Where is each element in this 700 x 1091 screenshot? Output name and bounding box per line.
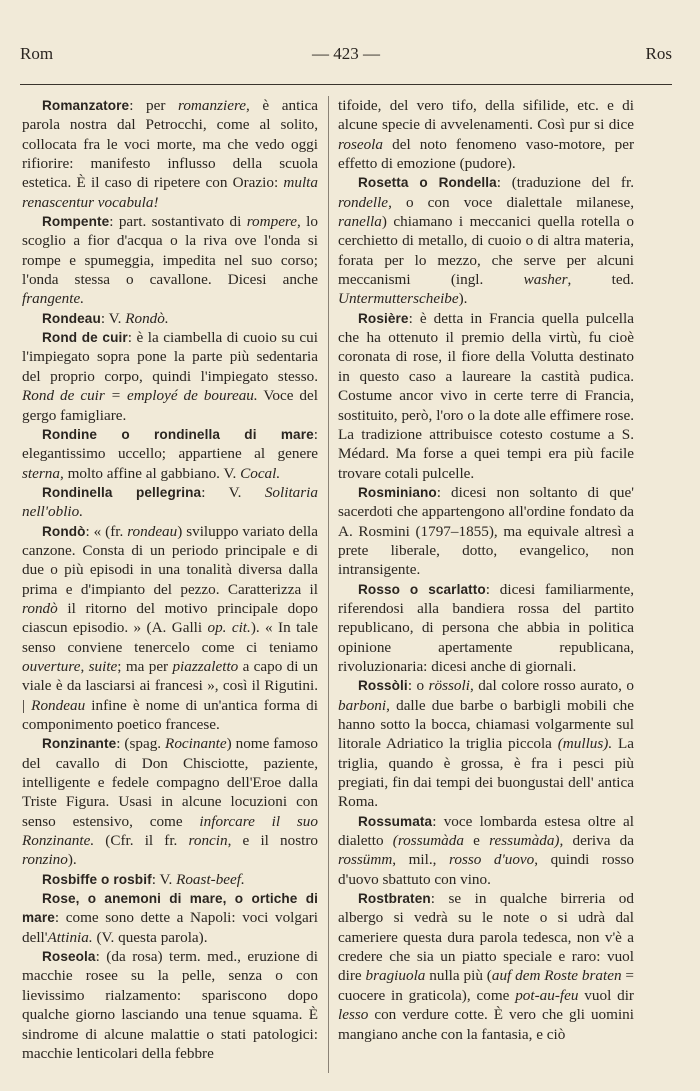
entry-text: e <box>463 832 490 850</box>
dictionary-entry <box>22 889 318 947</box>
entry-text: infine è nome di un'antica forma di componimento poetico francese. <box>22 696 318 733</box>
italic-text: rondelle <box>338 193 389 211</box>
dictionary-entry <box>22 734 318 869</box>
header-right-guide-word: Ros <box>645 44 672 63</box>
italic-text: rondeau <box>127 522 178 540</box>
italic-text: Solitaria nell'oblio. <box>22 483 318 521</box>
italic-text: sterna <box>22 464 60 482</box>
entry-text: , mil., <box>392 851 449 869</box>
entry-text: del noto fenomeno vaso-motore, per effetto di emozione (pudore). <box>338 135 634 173</box>
entry-text: : se in qualche birreria od albergo si vedrà su le note o si udrà dal cameriere questa dura parola tedesca, non v'è a credere che sia un piatto speciale e raro: vuol dire <box>338 890 634 985</box>
entry-text: : dicesi familiarmente, riferendosi alla bandiera rossa del partito republicano, di persona che abbia in politica opinione apertamente republicana, rivoluzionaria: dicesi anche di giornali. <box>338 580 634 675</box>
entry-headword: Rondeau <box>42 310 101 326</box>
dictionary-entry <box>338 676 634 811</box>
entry-text: ) sviluppo variato della canzone. Consta di un periodo principale e di due o più episodi in una tonalità diversa dalla prima e d'impianto del pezzo. Caratterizza il <box>22 522 318 598</box>
entry-text: Voce del gergo famigliare. <box>22 387 318 424</box>
entry-text: ). <box>458 290 468 308</box>
entry-text: ). « In tale senso conviene tenercelo come ci teniamo <box>22 619 318 656</box>
entry-headword: Roseola <box>42 949 96 965</box>
entry-text: : V. <box>151 870 177 888</box>
dictionary-entry <box>338 483 634 580</box>
italic-text: bragiuola <box>365 967 426 985</box>
entry-headword: Romanzatore <box>42 98 130 113</box>
italic-text: roseola <box>338 135 383 153</box>
entry-text: : come sono dette a Napoli: voci volgari dell' <box>22 909 318 946</box>
column-divider <box>328 96 329 1073</box>
entry-headword: Rondò <box>42 523 86 539</box>
italic-text: frangente. <box>22 290 85 308</box>
header-left-guide-word: Rom <box>20 44 54 63</box>
entry-text: il ritorno del motivo principale dopo ciascun episodio. » (A. Galli <box>22 599 318 637</box>
italic-text: barboni <box>338 696 387 714</box>
dictionary-entry <box>22 309 318 328</box>
italic-text: Cocal. <box>240 464 281 482</box>
entry-continuation <box>338 96 634 173</box>
dictionary-entry <box>22 328 318 425</box>
italic-text: rompere <box>246 213 298 231</box>
dictionary-entry <box>22 212 318 309</box>
italic-text: romanziere <box>177 97 247 114</box>
page-header <box>20 44 672 68</box>
italic-text: ressumàda), <box>489 832 564 850</box>
italic-text: rondò <box>22 599 58 617</box>
dictionary-entry <box>338 309 634 483</box>
italic-text: (mullus). <box>557 735 613 753</box>
dictionary-entry <box>22 522 318 735</box>
entry-text: , ted. <box>567 271 634 289</box>
entry-text: (Cfr. il fr. <box>94 832 189 850</box>
entry-headword: Rosso o scarlatto <box>358 581 486 597</box>
italic-text: Rondò. <box>125 309 169 327</box>
entry-text: deriva da <box>563 832 634 850</box>
left-column <box>22 96 318 1063</box>
entry-text: : « (fr. <box>85 522 128 540</box>
entry-text: , <box>80 657 89 675</box>
dictionary-entry <box>22 947 318 1063</box>
entry-text: , e il nostro <box>227 832 318 850</box>
entry-headword: Rose, o anemoni di mare, o ortiche di mare <box>22 891 318 926</box>
entry-text: ). <box>67 851 77 869</box>
italic-text: auf dem Roste braten <box>491 967 622 985</box>
entry-text: , è antica parola nostra dal Petrocchi, come al solito, collocata fra le voci morte, ma che vedo oggi rifiorire: manifesto influsso della scuola estetica. È il caso di ripetere con Orazio: <box>22 97 318 192</box>
entry-text: ; ma per <box>117 657 173 675</box>
dictionary-entry <box>338 173 634 308</box>
entry-text: La triglia, quando è grossa, è fra i pesci più pregiati, fin dai tempi dei buongustai dell' antica Roma. <box>338 735 634 811</box>
italic-text: ronzino <box>22 851 68 869</box>
entry-headword: Rossumata <box>358 813 433 829</box>
entry-text: : è detta in Francia quella pulcella che ha ottenuto il premio della virtù, fu cioè coronata di rose, il fiore della Volutta destinato in questo caso a laureare la castità pudica. Costume ancor vivo in certe terre di Francia, sostituito, però, l'oro o la dote alle effimere rose. La tradizione attribuisce cotesto costume a S. Médard. Ma forse a quei tempi era più facile trovare cotali pulcelle. <box>338 309 634 482</box>
dictionary-entry <box>338 889 634 1044</box>
entry-text: : elegantissimo uccello; appartiene al genere <box>22 425 318 463</box>
italic-text: inforcare il suo Ronzinante. <box>22 812 318 850</box>
entry-headword: Rostbraten <box>358 891 431 907</box>
entry-text: vuol dir <box>578 986 634 1004</box>
entry-headword: Rondine o rondinella di mare <box>42 426 314 442</box>
italic-text: roncin <box>188 832 228 850</box>
italic-text: piazzaletto <box>172 657 239 675</box>
entry-headword: Rompente <box>42 214 110 230</box>
entry-text: , dal colore rosso aurato, o <box>469 677 634 695</box>
entry-text: : per <box>129 97 178 114</box>
entry-text: : o <box>407 677 429 695</box>
italic-text: Attinia. <box>47 928 93 946</box>
entry-text: , dalle due barbe o barbigli mobili che hanno sotto la bocca, chiamasi volgarmente sul litorale Adriatico la triglia piccola <box>338 696 634 753</box>
italic-text: washer <box>523 271 568 289</box>
dictionary-entry <box>22 870 318 889</box>
entry-text: a capo di un viale è da lasciarsi ai francesi », così il Rigutini. | <box>22 657 318 714</box>
italic-text: lesso <box>338 1006 369 1024</box>
italic-text: rosso d'uovo <box>449 851 535 869</box>
entry-text: : (spag. <box>116 735 166 753</box>
italic-text: op. cit. <box>207 619 251 637</box>
dictionary-entry <box>22 96 318 212</box>
entry-headword: Rosière <box>358 310 409 326</box>
entry-text: , o con voce dialettale milanese, <box>388 193 634 211</box>
page-number: — 423 — <box>312 44 380 63</box>
entry-headword: Rond de cuir <box>42 330 128 346</box>
entry-headword: Rosbiffe o rosbif <box>42 871 152 887</box>
italic-text: ouverture <box>22 657 81 675</box>
entry-text: : V. <box>201 483 265 501</box>
right-column <box>338 96 634 1044</box>
entry-headword: Rossòli <box>358 678 408 694</box>
entry-headword: Rondinella pellegrina <box>42 484 202 500</box>
entry-text: = cuocere in graticola), come <box>338 967 634 1004</box>
entry-text: : voce lombarda estesa oltre al dialetto <box>338 812 634 850</box>
entry-text: : è la ciambella di cuoio su cui l'impiegato sopra pone la parte più sedentaria del proprio corpo, quindi l'impiegato stesso. <box>22 329 318 385</box>
italic-text: suite <box>88 657 118 675</box>
entry-headword: Rosetta o Rondella <box>358 175 497 191</box>
italic-text: multa renascentur vocabula! <box>22 174 318 211</box>
entry-text: ) chiamano i meccanici quella rotella o cerchietto di metallo, di cuoio o di altra materia, forata per lo mezzo, che serve per alcuni meccanismi (ingl. <box>338 213 634 289</box>
italic-text: rossümm <box>338 851 393 869</box>
italic-text: Untermutterscheibe <box>338 290 459 308</box>
header-rule <box>20 84 672 85</box>
italic-text: Rond de cuir = employé de boureau. <box>22 387 258 405</box>
dictionary-entry <box>338 580 634 677</box>
italic-text: Rocinante <box>165 735 227 753</box>
italic-text: pot-au-feu <box>515 986 579 1004</box>
entry-text: : (da rosa) term. med., eruzione di macchie rosee su la pelle, senza o con lievissimo rialzamento: spariscono dopo qualche giorno lasciando una tenue squama. È sindrome di alcune malattie o stati patologici: macchie lenticolari della febbre <box>22 948 318 1062</box>
entry-text: : dicesi non soltanto di que' sacerdoti che appartengono all'ordine fondato da A. Rosmini (1797–1855), ma equivale altresì a prete liberale, dotto, evangelico, non intransigente. <box>338 483 634 579</box>
italic-text: Roast-beef. <box>176 870 245 888</box>
dictionary-entry <box>22 425 318 483</box>
italic-text: Rondeau <box>31 696 86 714</box>
entry-text: : V. <box>100 309 126 327</box>
entry-text: , quindi rosso d'uovo sbattuto con vino. <box>338 851 634 888</box>
entry-headword: Rosminiano <box>358 484 437 500</box>
entry-text: (V. questa parola). <box>92 928 208 946</box>
entry-text: : part. sostantivato di <box>109 213 247 231</box>
entry-text: : (traduzione del fr. <box>496 174 634 192</box>
entry-text: nulla più ( <box>425 967 492 985</box>
entry-text: con verdure cotte. È vero che gli uomini mangiano anche con la fantasia, e ciò <box>338 1006 634 1043</box>
entry-text: tifoide, del vero tifo, della sifilide, etc. e di alcune specie di avvelenamenti. Così pur si dice <box>338 97 634 134</box>
entry-text: ) nome famoso del cavallo di Don Chisciotte, paziente, intelligente e fedele compagno dell'Eroe dalla Triste Figura. Usasi in alcune locuzioni con senso estensivo, come <box>22 735 318 830</box>
entry-text: , lo scoglio a fior d'acqua o la riva ove l'onda si rompe e spumeggia, impedita nel suo corso; l'onda stessa o cavallone. Dicesi anche <box>22 213 318 289</box>
dictionary-entry <box>338 812 634 889</box>
italic-text: ranella <box>338 213 382 231</box>
entry-text: , molto affine al gabbiano. V. <box>59 464 241 482</box>
entry-headword: Ronzinante <box>42 736 117 752</box>
italic-text: (rossumàda <box>392 832 464 850</box>
italic-text: rössoli <box>428 677 470 695</box>
dictionary-entry <box>22 483 318 522</box>
